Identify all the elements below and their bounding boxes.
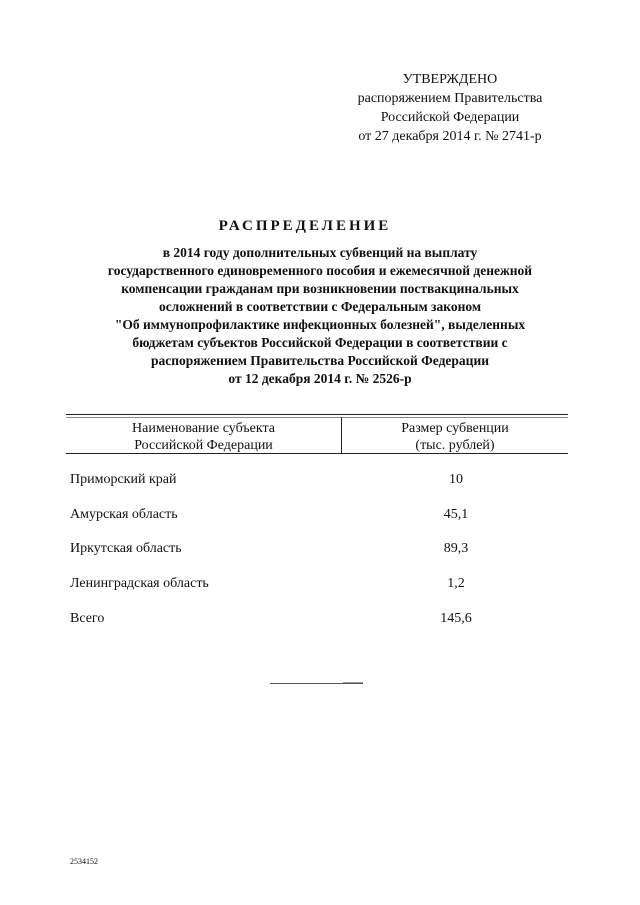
subsidy-amount: 45,1	[443, 507, 469, 522]
end-separator	[270, 683, 363, 684]
subsidy-amount: 89,3	[443, 541, 469, 556]
subtitle-line: распоряжением Правительства Российской Федерации	[150, 353, 490, 368]
header-text: Размер субвенции	[401, 421, 509, 436]
subtitle-line: "Об иммунопрофилактике инфекционных болезней", выделенных	[114, 317, 526, 332]
table-row-total	[70, 611, 570, 631]
approval-title: УТВЕРЖДЕНО	[402, 72, 498, 87]
subtitle-line: в 2014 году дополнительных субвенций на выплату	[162, 245, 478, 260]
document-heading: РАСПРЕДЕЛЕНИЕ	[218, 218, 392, 234]
approval-line: Российской Федерации	[380, 110, 520, 125]
region-name: Амурская область	[70, 507, 178, 522]
total-label: Всего	[70, 611, 105, 626]
table-rule	[66, 417, 568, 418]
subsidy-amount: 10	[449, 472, 463, 487]
table-header	[66, 414, 568, 454]
approval-block	[330, 70, 570, 146]
table-row	[70, 472, 570, 492]
document-code: 2534152	[70, 857, 98, 866]
subtitle-line: государственного единовременного пособия и ежемесячной денежной	[107, 263, 533, 278]
header-text: (тыс. рублей)	[415, 438, 495, 453]
end-separator	[343, 682, 363, 683]
subtitle-line: компенсации гражданам при возникновении поствакцинальных	[121, 281, 519, 296]
table-rule	[66, 414, 568, 415]
table-row	[70, 507, 570, 527]
approval-line: распоряжением Правительства	[357, 91, 543, 106]
region-name: Иркутская область	[70, 541, 182, 556]
subtitle-line: осложнений в соответствии с Федеральным законом	[158, 299, 482, 314]
column-header-region	[66, 420, 341, 454]
column-header-amount	[342, 420, 568, 454]
subtitle-line: от 12 декабря 2014 г. № 2526-р	[228, 371, 412, 386]
total-amount: 145,6	[440, 611, 472, 626]
approval-date: от 27 декабря 2014 г. № 2741-р	[358, 129, 542, 144]
table-row	[70, 541, 570, 561]
subsidy-amount: 1,2	[447, 576, 465, 591]
header-text: Наименование субъекта	[132, 421, 275, 436]
region-name: Ленинградская область	[70, 576, 209, 591]
region-name: Приморский край	[70, 472, 177, 487]
header-text: Российской Федерации	[134, 438, 273, 453]
subtitle-line: бюджетам субъектов Российской Федерации в соответствии с	[132, 335, 508, 350]
document-subtitle	[55, 244, 585, 388]
table-row	[70, 576, 570, 596]
